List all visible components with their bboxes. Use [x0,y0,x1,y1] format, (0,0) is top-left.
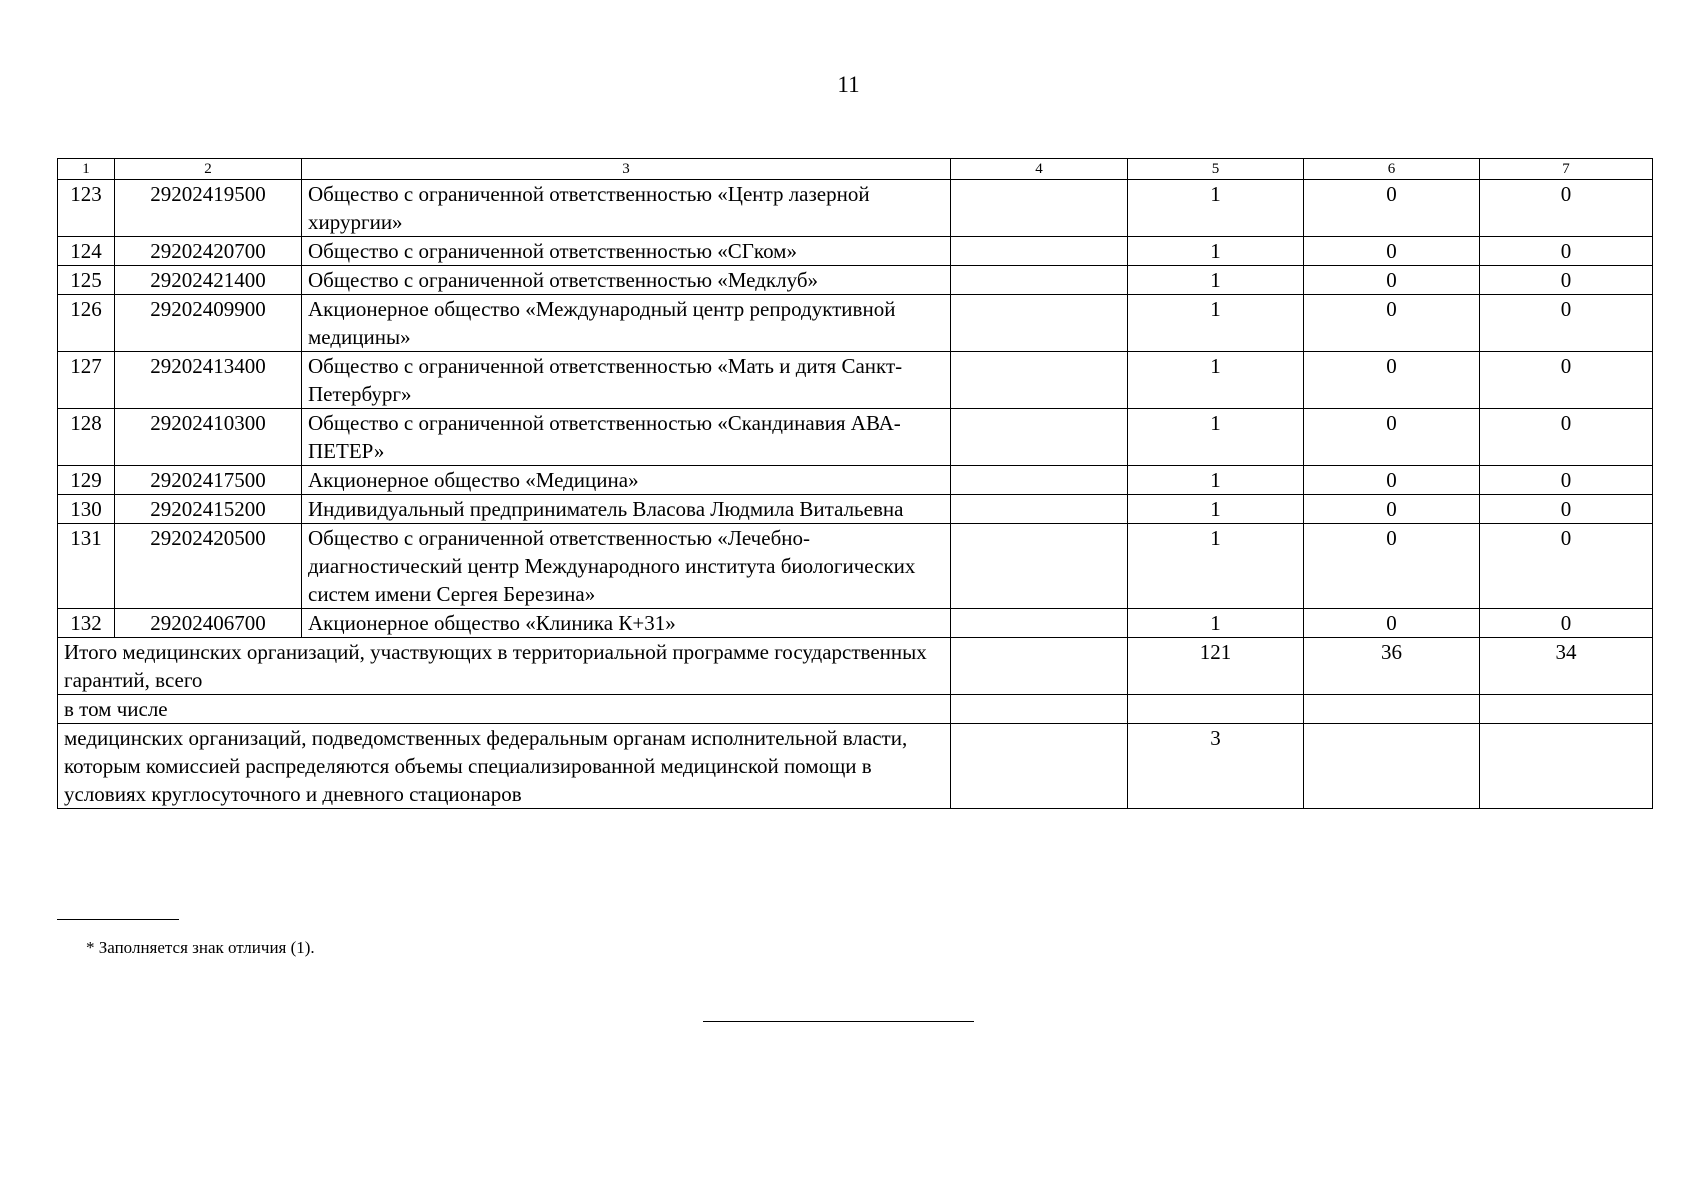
row-col7: 0 [1480,409,1653,466]
column-number: 3 [302,159,951,180]
row-col6: 0 [1304,237,1480,266]
row-col7: 0 [1480,180,1653,237]
row-organization-name: Акционерное общество «Международный центр репродуктивной медицины» [302,295,951,352]
column-number: 2 [115,159,302,180]
row-col4 [951,352,1128,409]
row-col7: 0 [1480,237,1653,266]
row-code: 29202413400 [115,352,302,409]
row-col7: 0 [1480,466,1653,495]
column-numbers-row [58,159,1653,180]
column-number: 6 [1304,159,1480,180]
including-label: в том числе [58,695,951,724]
row-organization-name: Общество с ограниченной ответственностью «Медклуб» [302,266,951,295]
column-number: 4 [951,159,1128,180]
including-col5 [1128,695,1304,724]
row-organization-name: Общество с ограниченной ответственностью «СГком» [302,237,951,266]
row-col6: 0 [1304,409,1480,466]
including-col4 [951,695,1128,724]
row-col5: 1 [1128,180,1304,237]
footnote: * Заполняется знак отличия (1). [86,938,315,957]
total-col5: 121 [1128,638,1304,695]
federal-col5: 3 [1128,724,1304,809]
including-col6 [1304,695,1480,724]
row-col5: 1 [1128,524,1304,609]
federal-row [58,724,1653,809]
table-row [58,609,1653,638]
end-of-document-rule [703,1021,974,1022]
footnote-separator [57,919,179,920]
row-col7: 0 [1480,609,1653,638]
row-code: 29202420700 [115,237,302,266]
table-row [58,524,1653,609]
table-row [58,237,1653,266]
federal-col6 [1304,724,1480,809]
row-code: 29202415200 [115,495,302,524]
row-col7: 0 [1480,495,1653,524]
row-col6: 0 [1304,495,1480,524]
row-col4 [951,609,1128,638]
row-col4 [951,495,1128,524]
total-col6: 36 [1304,638,1480,695]
column-number: 1 [58,159,115,180]
row-col7: 0 [1480,524,1653,609]
page-number-text: 11 [837,72,860,97]
including-col7 [1480,695,1653,724]
row-col6: 0 [1304,609,1480,638]
row-col5: 1 [1128,495,1304,524]
table-row [58,352,1653,409]
row-code: 29202421400 [115,266,302,295]
row-number: 125 [58,266,115,295]
row-organization-name: Общество с ограниченной ответственностью «Лечебно-диагностический центр Международного института биологических систем имени Сергея Березина» [302,524,951,609]
row-col5: 1 [1128,295,1304,352]
row-col5: 1 [1128,609,1304,638]
row-col4 [951,409,1128,466]
row-col4 [951,180,1128,237]
column-number: 7 [1480,159,1653,180]
row-col4 [951,237,1128,266]
row-number: 126 [58,295,115,352]
page-number [0,72,1697,98]
row-col5: 1 [1128,352,1304,409]
row-col6: 0 [1304,180,1480,237]
row-col6: 0 [1304,524,1480,609]
row-col4 [951,524,1128,609]
row-code: 29202406700 [115,609,302,638]
including-row [58,695,1653,724]
row-code: 29202420500 [115,524,302,609]
row-code: 29202417500 [115,466,302,495]
row-code: 29202419500 [115,180,302,237]
total-col4 [951,638,1128,695]
row-code: 29202410300 [115,409,302,466]
row-number: 132 [58,609,115,638]
row-number: 124 [58,237,115,266]
row-number: 129 [58,466,115,495]
table-row [58,409,1653,466]
row-organization-name: Акционерное общество «Клиника К+31» [302,609,951,638]
row-col4 [951,295,1128,352]
organizations-table [57,158,1653,809]
table-row [58,266,1653,295]
row-col4 [951,266,1128,295]
table-row [58,466,1653,495]
column-number: 5 [1128,159,1304,180]
federal-col7 [1480,724,1653,809]
total-label: Итого медицинских организаций, участвующих в территориальной программе государственных гарантий, всего [58,638,951,695]
row-col5: 1 [1128,237,1304,266]
table-row [58,495,1653,524]
row-code: 29202409900 [115,295,302,352]
row-col6: 0 [1304,295,1480,352]
row-col5: 1 [1128,409,1304,466]
federal-label: медицинских организаций, подведомственных федеральным органам исполнительной власти, которым комиссией распределяются объемы специализированной медицинской помощи в условиях круглосуточного и дневного стационаров [58,724,951,809]
row-col7: 0 [1480,295,1653,352]
row-number: 127 [58,352,115,409]
row-organization-name: Общество с ограниченной ответственностью «Скандинавия АВА-ПЕТЕР» [302,409,951,466]
row-number: 123 [58,180,115,237]
total-row [58,638,1653,695]
row-number: 128 [58,409,115,466]
total-col7: 34 [1480,638,1653,695]
row-col4 [951,466,1128,495]
row-number: 130 [58,495,115,524]
row-organization-name: Индивидуальный предприниматель Власова Людмила Витальевна [302,495,951,524]
row-col5: 1 [1128,466,1304,495]
federal-col4 [951,724,1128,809]
row-col6: 0 [1304,266,1480,295]
row-number: 131 [58,524,115,609]
row-organization-name: Общество с ограниченной ответственностью «Мать и дитя Санкт-Петербург» [302,352,951,409]
row-organization-name: Общество с ограниченной ответственностью «Центр лазерной хирургии» [302,180,951,237]
row-col7: 0 [1480,352,1653,409]
row-col5: 1 [1128,266,1304,295]
table-row [58,295,1653,352]
row-col6: 0 [1304,466,1480,495]
row-col6: 0 [1304,352,1480,409]
table-row [58,180,1653,237]
row-organization-name: Акционерное общество «Медицина» [302,466,951,495]
row-col7: 0 [1480,266,1653,295]
table-body [58,159,1653,809]
